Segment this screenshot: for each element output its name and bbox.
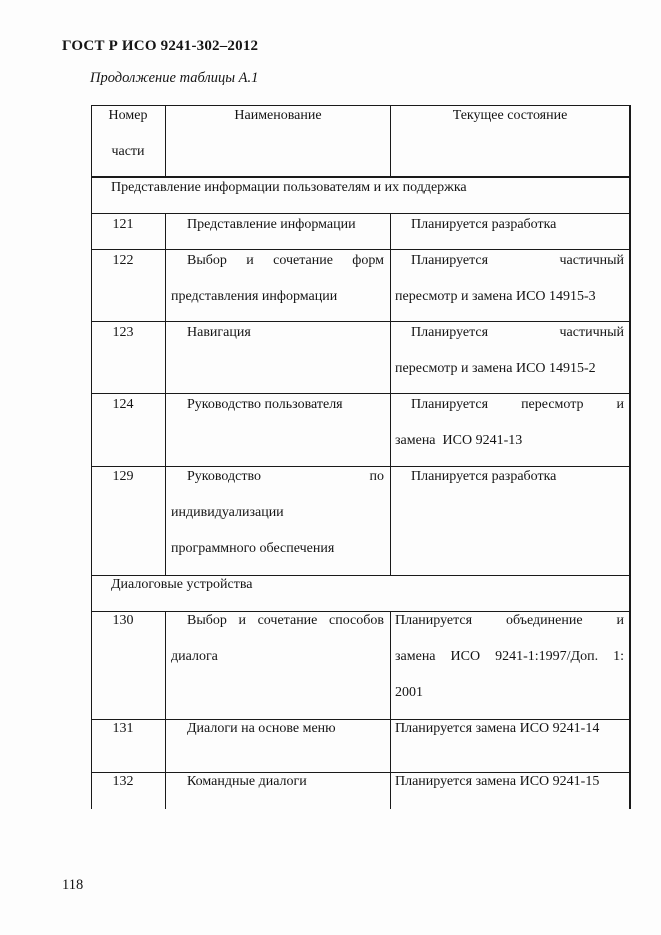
column-header-number-line1: Номер [108,108,148,123]
part-status [395,243,624,315]
table-rule [390,611,391,809]
part-status-line: 2001 [395,685,423,700]
column-header-number [91,98,165,170]
part-number: 124 [112,397,134,412]
part-name: Командные диалоги [187,774,307,789]
part-number: 123 [112,325,134,340]
part-status [395,603,624,711]
part-status-line: Планируется частичный [411,325,624,340]
part-name [171,603,384,675]
part-status-line: пересмотр и замена ИСО 14915-2 [395,361,596,376]
part-number: 131 [112,721,134,736]
column-header-number-line2: части [111,144,145,159]
part-name-line: диалога [171,649,218,664]
part-number: 132 [112,774,134,789]
part-status-line: Планируется объединение и [395,613,624,628]
table-rule [390,213,391,575]
part-status-line: замена ИСО 9241-1:1997/Доп. 1: [395,649,624,664]
part-name-line: представления информации [171,289,338,304]
part-name [171,243,384,315]
column-header-status: Текущее состояние [452,108,568,123]
section-title: Диалоговые устройства [111,577,253,592]
page-number: 118 [62,877,84,893]
table-rule [629,105,631,809]
part-status [395,315,624,387]
part-status-line: пересмотр и замена ИСО 14915-3 [395,289,596,304]
part-name: Диалоги на основе меню [187,721,336,736]
column-header-name: Наименование [234,108,322,123]
part-name-line: индивидуализации [171,505,284,520]
part-status [395,387,624,459]
part-name [171,459,384,567]
part-status-line: Планируется пересмотр и [411,397,624,412]
part-number: 130 [112,613,134,628]
part-name: Руководство пользователя [187,397,343,412]
table-rule [165,611,166,809]
part-number: 122 [112,253,134,268]
part-name: Навигация [187,325,251,340]
part-status-line: Планируется частичный [411,253,624,268]
part-name-line: Выбор и сочетание форм [187,253,384,268]
part-status: Планируется замена ИСО 9241-14 [395,721,600,736]
parts-table [91,105,631,809]
document-code: ГОСТ Р ИСО 9241-302–2012 [62,38,259,54]
part-status: Планируется разработка [411,217,557,232]
part-name-line: программного обеспечения [171,541,335,556]
part-status-line: замена ИСО 9241-13 [395,433,523,448]
part-status: Планируется замена ИСО 9241-15 [395,774,600,789]
part-name-line: Руководство по [187,469,384,484]
part-number: 129 [112,469,134,484]
part-status: Планируется разработка [411,469,557,484]
table-caption: Продолжение таблицы А.1 [90,70,259,86]
part-name: Представление информации [187,217,356,232]
part-number: 121 [112,217,134,232]
section-title: Представление информации пользователям и их поддержка [111,180,467,195]
table-rule [165,213,166,575]
part-name-line: Выбор и сочетание способов [187,613,384,628]
